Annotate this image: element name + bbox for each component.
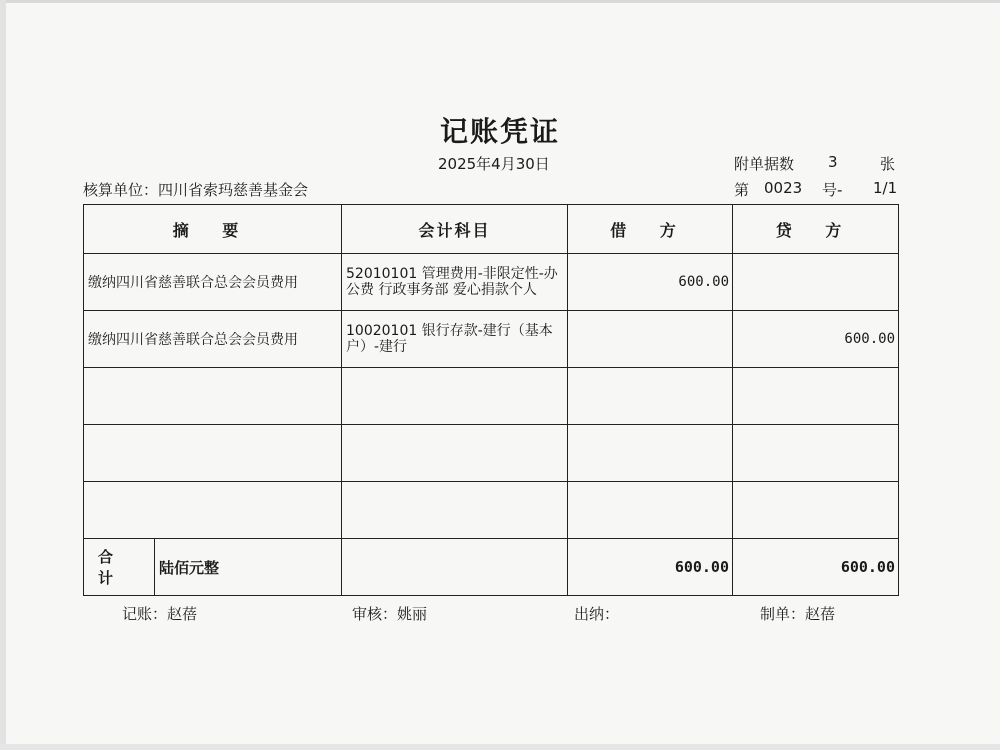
row-debit [568, 368, 733, 425]
table-row [84, 368, 899, 425]
row-credit: 600.00 [733, 311, 899, 368]
total-subject-empty [342, 539, 568, 596]
cashier: 出纳： [574, 605, 620, 623]
reviewer: 审核：姚丽 [352, 605, 428, 623]
header-row [84, 205, 899, 254]
table-row [84, 254, 899, 311]
row-credit [733, 368, 899, 425]
row-debit: 600.00 [568, 254, 733, 311]
row-debit [568, 425, 733, 482]
row-subject [342, 425, 568, 482]
unit-name: 四川省索玛慈善基金会 [158, 181, 309, 199]
preparer: 制单：赵蓓 [760, 605, 836, 623]
header-debit: 借 方 [568, 205, 733, 254]
row-debit [568, 311, 733, 368]
voucher-table [83, 204, 899, 596]
voucher-no-suffix: 号- [822, 181, 843, 199]
header-summary: 摘 要 [84, 205, 342, 254]
bookkeeper: 记账：赵蓓 [122, 605, 198, 623]
row-credit [733, 425, 899, 482]
row-summary [84, 482, 342, 539]
table-row [84, 482, 899, 539]
header-subject: 会计科目 [342, 205, 568, 254]
voucher-date: 2025年4月30日 [438, 155, 550, 173]
attachments-count: 3 [828, 153, 838, 171]
voucher-no-value: 0023 [764, 179, 803, 197]
attachments-label: 附单据数 [734, 155, 795, 173]
table-row [84, 311, 899, 368]
total-row [84, 539, 899, 596]
row-summary [84, 425, 342, 482]
total-credit: 600.00 [733, 539, 899, 596]
total-label: 合 计 [84, 539, 155, 595]
row-summary: 缴纳四川省慈善联合总会会员费用 [84, 311, 342, 368]
row-subject: 10020101 银行存款-建行（基本户）-建行 [342, 311, 568, 368]
row-subject [342, 368, 568, 425]
total-amount-words: 陆佰元整 [159, 558, 220, 577]
voucher-no-prefix: 第 [734, 181, 750, 199]
header-credit: 贷 方 [733, 205, 899, 254]
attachments-unit: 张 [880, 155, 896, 173]
total-cell [84, 539, 342, 596]
row-debit [568, 482, 733, 539]
row-subject: 52010101 管理费用-非限定性-办公费 行政事务部 爱心捐款个人 [342, 254, 568, 311]
voucher-page: 1/1 [873, 179, 898, 197]
table-row [84, 425, 899, 482]
row-subject [342, 482, 568, 539]
row-summary [84, 368, 342, 425]
unit-label: 核算单位： [83, 181, 159, 199]
voucher-title: 记账凭证 [439, 115, 560, 148]
row-credit [733, 254, 899, 311]
accounting-unit [83, 179, 308, 200]
total-debit: 600.00 [568, 539, 733, 596]
row-summary: 缴纳四川省慈善联合总会会员费用 [84, 254, 342, 311]
row-credit [733, 482, 899, 539]
